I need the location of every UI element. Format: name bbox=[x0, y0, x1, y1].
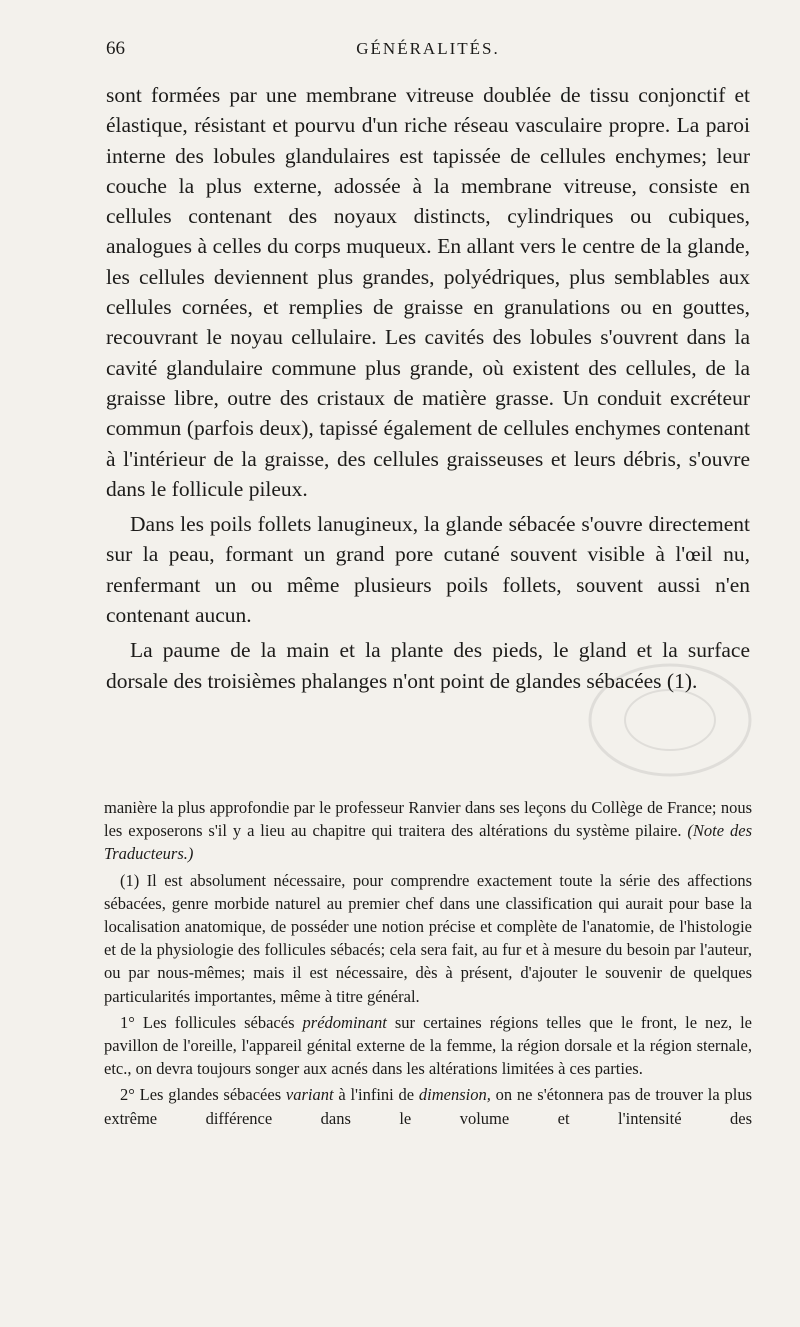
footnotes bbox=[104, 796, 752, 1130]
footnote-point-2-lead: 2° Les glandes sébacées bbox=[120, 1085, 286, 1105]
footnote-point-1 bbox=[104, 1011, 752, 1081]
footnote-continuation bbox=[104, 796, 752, 866]
footnote-point-2-emphasis-1: variant bbox=[285, 1085, 334, 1105]
footnote-continuation-text: manière la plus approfondie par le professeur Ranvier dans ses leçons du Collège de France; nous les exposerons s'il y a lieu au chapitre qui traitera des altérations du système pilaire. bbox=[104, 798, 752, 841]
footnote-point-2-emphasis-2: dimension, bbox=[418, 1085, 491, 1105]
page-header bbox=[106, 38, 750, 64]
paragraph-2: Dans les poils follets lanugineux, la glande sébacée s'ouvre directement sur la peau, formant un grand pore cutané souvent visible à l'œil nu, renfermant un ou même plusieurs poils follets, souvent aussi n'en contenant aucun. bbox=[106, 512, 750, 628]
main-text bbox=[106, 80, 750, 696]
footnote-1: (1) Il est absolument nécessaire, pour comprendre exactement toute la série des affections sébacées, genre morbide naturel au premier chef dans une classification qui aurait pour base la localisation anatomique, de posséder une notion précise et complète de l'anatomie, de l'histologie et de la physiologie des follicules sébacés; cela sera fait, au fur et à mesure du besoin par l'auteur, ou par nous-mêmes; mais il est nécessaire, dès à présent, d'ajouter le souvenir de quelques particularités importantes, même à titre général. bbox=[104, 870, 752, 1006]
footnote-point-2 bbox=[104, 1083, 752, 1129]
page-number: 66 bbox=[106, 38, 125, 59]
paragraph-3: La paume de la main et la plante des pieds, le gland et la surface dorsale des troisièmes phalanges n'ont point de glandes sébacées (1). bbox=[106, 638, 750, 693]
footnote-point-2-rest: on ne s'étonnera pas de trouver la plus extrême différence dans le volume et l'intensité des bbox=[104, 1085, 752, 1128]
footnote-point-1-lead: 1° Les follicules sébacés bbox=[120, 1012, 303, 1032]
translators-note: (Note des Traducteurs.) bbox=[104, 821, 752, 864]
paragraph-1: sont formées par une membrane vitreuse doublée de tissu conjonctif et élastique, résistant et pourvu d'un riche réseau vasculaire propre. La paroi interne des lobules glandulaires est tapissée de cellules enchymes; leur couche la plus externe, adossée à la membrane vitreuse, consiste en cellules contenant des noyaux distincts, cylindriques ou cubiques, analogues à celles du corps muqueux. En allant vers le centre de la glande, les cellules deviennent plus grandes, polyédriques, plus semblables aux cellules cornées, et remplies de graisse en granulations ou en gouttes, recouvrant le noyau cellulaire. Les cavités des lobules s'ouvrent dans la cavité glandulaire commune plus grande, où existent des cellules, de la graisse libre, outre des cristaux de matière grasse. Un conduit excréteur commun (parfois deux), tapissé également de cellules enchymes contenant à l'intérieur de la graisse, des cellules graisseuses et leurs débris, s'ouvre dans le follicule pileux. bbox=[106, 83, 750, 501]
footnote-point-1-rest: sur certaines régions telles que le front, le nez, le pavillon de l'oreille, l'appareil génital externe de la femme, la région dorsale et la région sternale, etc., on devra toujours songer aux acnés dans les altérations limitées à ces parties. bbox=[104, 1012, 752, 1079]
footnote-point-1-emphasis: prédominant bbox=[302, 1012, 387, 1032]
running-title: GÉNÉRALITÉS. bbox=[356, 39, 500, 58]
footnote-point-2-mid: à l'infini de bbox=[333, 1085, 419, 1105]
